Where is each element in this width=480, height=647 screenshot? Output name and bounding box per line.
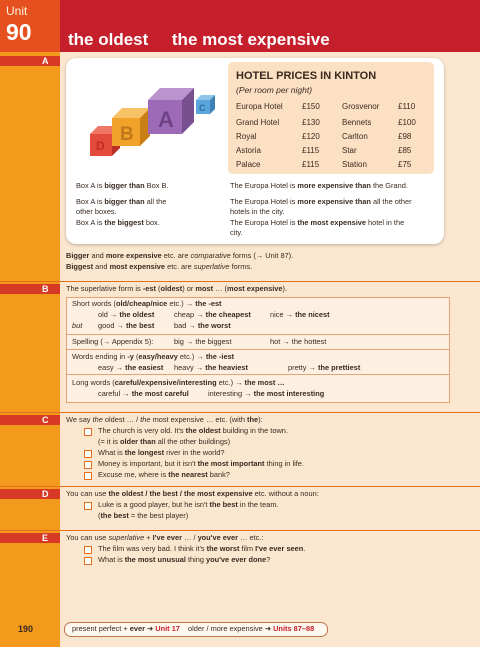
hotel-price: £85 [398, 146, 412, 155]
box-b-letter: B [120, 124, 134, 145]
arrow-icon: ➜ [147, 624, 154, 633]
section-e-intro: You can use superlative + I've ever … / you've ever … etc.: [66, 533, 264, 542]
hotel-prices-subtitle: (Per room per night) [236, 85, 313, 95]
example: heavy → the heaviest [174, 363, 248, 372]
example: hot → the hottest [270, 337, 327, 346]
page-title: the oldest the most expensive [68, 30, 330, 49]
section-a-label: A [42, 56, 49, 66]
hotel-price: £110 [398, 102, 416, 111]
section-e-label: E [42, 533, 49, 543]
hotel-prices-title: HOTEL PRICES IN KINTON [236, 70, 377, 82]
table-divider [67, 374, 449, 375]
boxes-illustration [82, 80, 222, 170]
footer-ref-comparatives: older / more expensive ➜ Units 87–88 [188, 624, 315, 633]
unit-label: Unit [6, 4, 28, 18]
comparative-note: Bigger and more expensive etc. are comparative forms (→ Unit 87). [66, 251, 294, 260]
box-sentence: Box A is bigger than Box B. [76, 181, 169, 190]
example-bullet [84, 557, 92, 565]
example: big → the biggest [174, 337, 232, 346]
hotel-price: £100 [398, 118, 416, 127]
superlative-note: Biggest and most expensive etc. are superlative forms. [66, 262, 253, 271]
page-number: 190 [18, 624, 34, 634]
section-e-marker [0, 533, 60, 543]
divider [0, 530, 480, 531]
left-margin-strip [0, 0, 60, 647]
hotel-name: Star [342, 146, 357, 155]
example-sentence: Excuse me, where is the nearest bank? [98, 470, 230, 479]
box-d-letter: D [96, 139, 105, 153]
hotel-price: £98 [398, 132, 412, 141]
long-words-rule: Long words (careful/expensive/interesting etc.) → the most … [72, 378, 285, 387]
example-sentence: The film was very bad. I think it's the worst film I've ever seen. [98, 544, 306, 553]
hotel-price: £115 [302, 160, 320, 169]
section-c-marker [0, 415, 60, 425]
example-sentence: Money is important, but it isn't the most important thing in life. [98, 459, 304, 468]
hotel-price: £115 [302, 146, 320, 155]
hotel-name: Carlton [342, 132, 368, 141]
hotel-name: Bennets [342, 118, 372, 127]
units-87-88-link[interactable]: Units 87–88 [273, 624, 315, 633]
example-sentence: Luke is a good player, but he isn't the best in the team. [98, 500, 279, 509]
example-bullet [84, 450, 92, 458]
hotel-sentence: city. [230, 228, 243, 237]
hotel-price: £120 [302, 132, 320, 141]
example: good → the best [98, 321, 155, 330]
spelling-rule: Spelling (→ Appendix 5): [72, 337, 154, 346]
example: old → the oldest [98, 310, 155, 319]
hotel-sentence: The Europa Hotel is more expensive than the Grand. [230, 181, 408, 190]
example-sentence: What is the most unusual thing you've ever done? [98, 555, 271, 564]
divider [0, 412, 480, 413]
y-words-rule: Words ending in -y (easy/heavy etc.) → the -iest [72, 352, 235, 361]
but-label: but [72, 321, 83, 330]
section-c-intro: We say the oldest … / the most expensive … etc. (with the): [66, 415, 263, 424]
hotel-name: Astoria [236, 146, 261, 155]
hotel-price: £150 [302, 102, 320, 111]
arrow-icon: ➜ [264, 624, 272, 633]
footer-ref-present-perfect: present perfect + ever ➜ Unit 17 [72, 624, 180, 633]
example: nice → the nicest [270, 310, 330, 319]
unit-17-link[interactable]: Unit 17 [155, 624, 180, 633]
section-b-marker [0, 284, 60, 294]
hotel-sentence: The Europa Hotel is more expensive than all the other [230, 197, 412, 206]
example-bullet [84, 461, 92, 469]
example-sentence: (= it is older than all the other buildings) [98, 437, 231, 446]
table-divider [67, 334, 449, 335]
example-bullet [84, 502, 92, 510]
section-d-label: D [42, 489, 49, 499]
hotel-sentence: hotels in the city. [230, 207, 285, 216]
section-b-intro: The superlative form is -est (oldest) or most … (most expensive). [66, 284, 288, 293]
hotel-sentence: The Europa Hotel is the most expensive hotel in the [230, 218, 405, 227]
box-sentence: Box A is bigger than all the [76, 197, 167, 206]
box-c-letter: C [199, 103, 206, 113]
example: interesting → the most interesting [208, 389, 325, 398]
section-a-marker [0, 56, 60, 66]
box-a-letter: A [158, 107, 174, 132]
box-sentence: Box A is the biggest box. [76, 218, 160, 227]
hotel-price: £75 [398, 160, 412, 169]
hotel-price: £130 [302, 118, 320, 127]
example-sentence: What is the longest river in the world? [98, 448, 225, 457]
hotel-name: Palace [236, 160, 261, 169]
example-bullet [84, 428, 92, 436]
section-c-label: C [42, 415, 49, 425]
divider [0, 281, 480, 282]
example-sentence: The church is very old. It's the oldest building in the town. [98, 426, 288, 435]
box-sentence: other boxes. [76, 207, 117, 216]
example: easy → the easiest [98, 363, 164, 372]
example: pretty → the prettiest [288, 363, 361, 372]
example-bullet [84, 546, 92, 554]
example: careful → the most careful [98, 389, 189, 398]
section-b-label: B [42, 284, 49, 294]
example-sentence: (the best = the best player) [98, 511, 189, 520]
example-bullet [84, 472, 92, 480]
divider [0, 486, 480, 487]
unit-number: 90 [6, 19, 32, 45]
table-divider [67, 349, 449, 350]
hotel-name: Station [342, 160, 367, 169]
hotel-name: Europa Hotel [236, 102, 283, 111]
section-d-intro: You can use the oldest / the best / the most expensive etc. without a noun: [66, 489, 319, 498]
hotel-name: Grand Hotel [236, 118, 280, 127]
unit-badge [0, 0, 60, 52]
hotel-name: Royal [236, 132, 257, 141]
example: bad → the worst [174, 321, 231, 330]
short-words-rule: Short words (old/cheap/nice etc.) → the -est [72, 299, 222, 308]
section-d-marker [0, 489, 60, 499]
hotel-name: Grosvenor [342, 102, 380, 111]
example: cheap → the cheapest [174, 310, 251, 319]
